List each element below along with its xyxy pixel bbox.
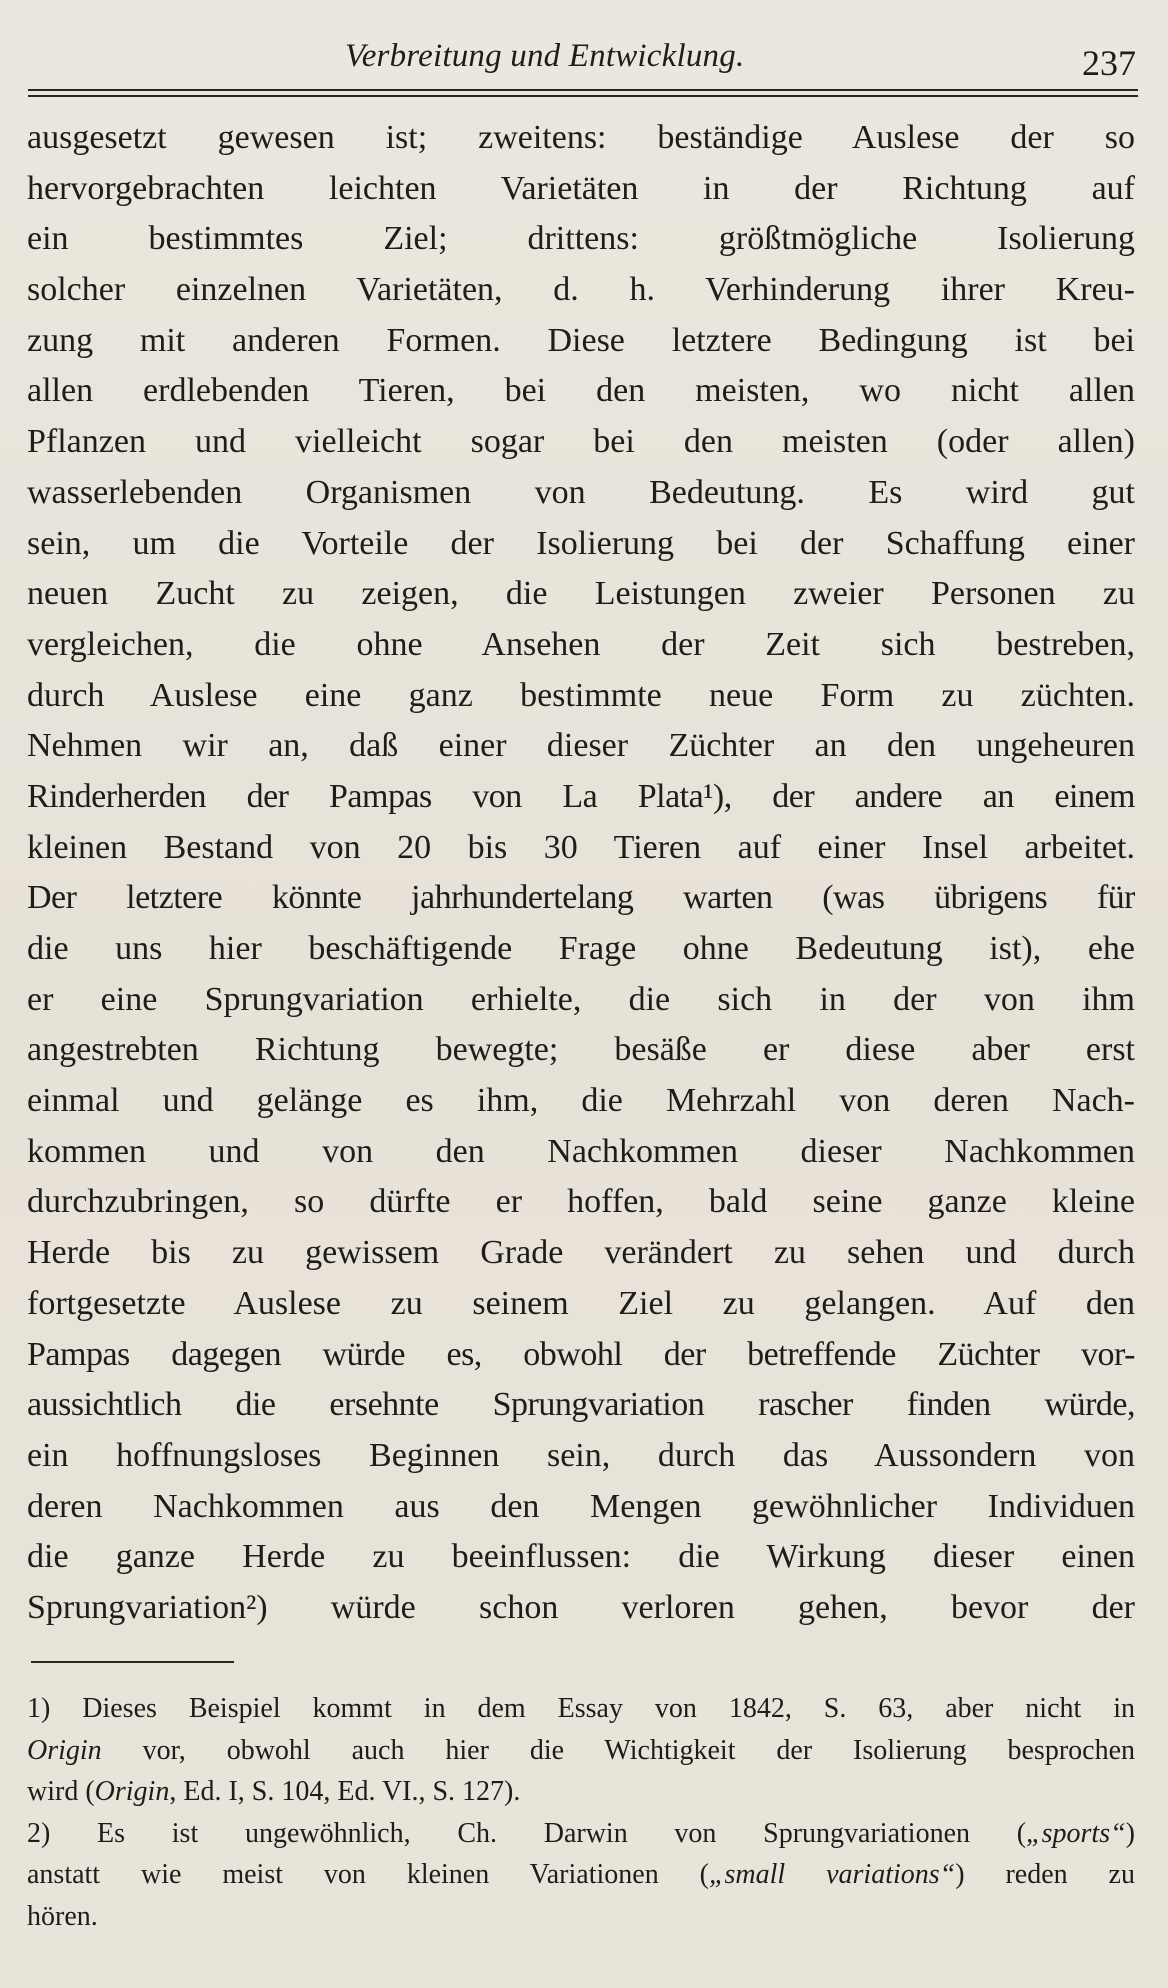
footnote-text: 2) Es ist ungewöhnlich, Ch. Darwin von Sprungvariationen (: [27, 1817, 1027, 1849]
running-header: [0, 30, 1168, 90]
footnote-separator: [31, 1661, 234, 1663]
footnote-text: hören.: [27, 1900, 98, 1932]
footnote-text: 1) Dieses Beispiel kommt in dem Essay von 1842, S. 63, aber nicht in: [27, 1693, 1135, 1724]
body-line: Herde bis zu gewissem Grade verändert zu sehen und durch: [27, 1234, 1135, 1272]
footnote-italic-term: „sports“: [1026, 1817, 1126, 1849]
body-line: kommen und von den Nachkommen dieser Nachkommen: [27, 1132, 1135, 1170]
body-line: neuen Zucht zu zeigen, die Leistungen zweier Personen zu: [27, 575, 1135, 613]
body-line: Der letztere könnte jahrhundertelang warten (was übrigens für: [27, 879, 1135, 917]
body-line: fortgesetzte Auslese zu seinem Ziel zu gelangen. Auf den: [27, 1284, 1135, 1322]
body-line: er eine Sprungvariation erhielte, die sich in der von ihm: [27, 980, 1135, 1018]
footnote-text: , Ed. I, S. 104, Ed. VI., S. 127).: [169, 1776, 521, 1807]
body-line: allen erdlebenden Tieren, bei den meisten, wo nicht allen: [27, 372, 1135, 410]
body-line: Sprungvariation²) würde schon verloren gehen, bevor der: [27, 1588, 1135, 1626]
body-line: hervorgebrachten leichten Varietäten in der Richtung auf: [27, 169, 1135, 207]
page-number: 237: [1082, 43, 1136, 83]
body-line: Nehmen wir an, daß einer dieser Züchter an den ungeheuren: [27, 727, 1135, 765]
footnotes: [27, 1688, 1135, 1937]
footnote-1-line: [27, 1771, 1135, 1813]
footnote-text: wird (: [27, 1776, 95, 1807]
body-line: durchzubringen, so dürfte er hoffen, bald seine ganze kleine: [27, 1183, 1135, 1221]
body-line: wasserlebenden Organismen von Bedeutung. Es wird gut: [27, 473, 1135, 511]
header-rule-bottom: [28, 95, 1138, 97]
body-paragraph: [27, 113, 1135, 1634]
running-title: Verbreitung und Entwicklung.: [345, 38, 745, 74]
body-line: Rinderherden der Pampas von La Plata¹), der andere an einem: [27, 777, 1135, 815]
body-line: die ganze Herde zu beeinflussen: die Wirkung dieser einen: [27, 1538, 1135, 1576]
body-line: durch Auslese eine ganz bestimmte neue Form zu züchten.: [27, 676, 1135, 714]
footnote-italic-term: „small variations“: [708, 1859, 956, 1890]
body-line: ein hoffnungsloses Beginnen sein, durch das Aussondern von: [27, 1436, 1135, 1474]
footnote-text: ) reden zu: [955, 1859, 1135, 1890]
body-line: ausgesetzt gewesen ist; zweitens: beständige Auslese der so: [27, 119, 1135, 156]
footnote-2-line: [27, 1854, 1135, 1896]
body-line: Pampas dagegen würde es, obwohl der betreffende Züchter vor-: [27, 1335, 1135, 1373]
body-line: angestrebten Richtung bewegte; besäße er diese aber erst: [27, 1031, 1135, 1069]
body-line: zung mit anderen Formen. Diese letztere Bedingung ist bei: [27, 321, 1135, 359]
body-line: Pflanzen und vielleicht sogar bei den meisten (oder allen): [27, 423, 1135, 461]
body-line: die uns hier beschäftigende Frage ohne Bedeutung ist), ehe: [27, 930, 1135, 967]
body-line: sein, um die Vorteile der Isolierung bei der Schaffung einer: [27, 524, 1135, 562]
body-line: solcher einzelnen Varietäten, d. h. Verhinderung ihrer Kreu-: [27, 271, 1135, 309]
footnote-italic-title: Origin: [27, 1734, 102, 1766]
footnote-2-line: [27, 1813, 1135, 1855]
body-line: vergleichen, die ohne Ansehen der Zeit sich bestreben,: [27, 625, 1135, 663]
header-rule-top: [28, 89, 1138, 91]
footnote-2-line: [27, 1896, 1135, 1938]
footnote-italic-title: Origin: [94, 1776, 170, 1807]
footnote-text: vor, obwohl auch hier die Wichtigkeit der Isolierung besprochen: [101, 1734, 1135, 1766]
footnote-text: ): [1125, 1817, 1135, 1849]
body-line: einmal und gelänge es ihm, die Mehrzahl von deren Nach-: [27, 1082, 1135, 1120]
body-line: ein bestimmtes Ziel; drittens: größtmögliche Isolierung: [27, 220, 1135, 258]
body-line: deren Nachkommen aus den Mengen gewöhnlicher Individuen: [27, 1487, 1135, 1525]
body-line: kleinen Bestand von 20 bis 30 Tieren auf einer Insel arbeitet.: [27, 828, 1135, 866]
footnote-1-line: [27, 1688, 1135, 1730]
body-line: aussichtlich die ersehnte Sprungvariation rascher finden würde,: [27, 1386, 1135, 1424]
footnote-1-line: [27, 1730, 1135, 1772]
footnote-text: anstatt wie meist von kleinen Variationen (: [27, 1859, 709, 1890]
